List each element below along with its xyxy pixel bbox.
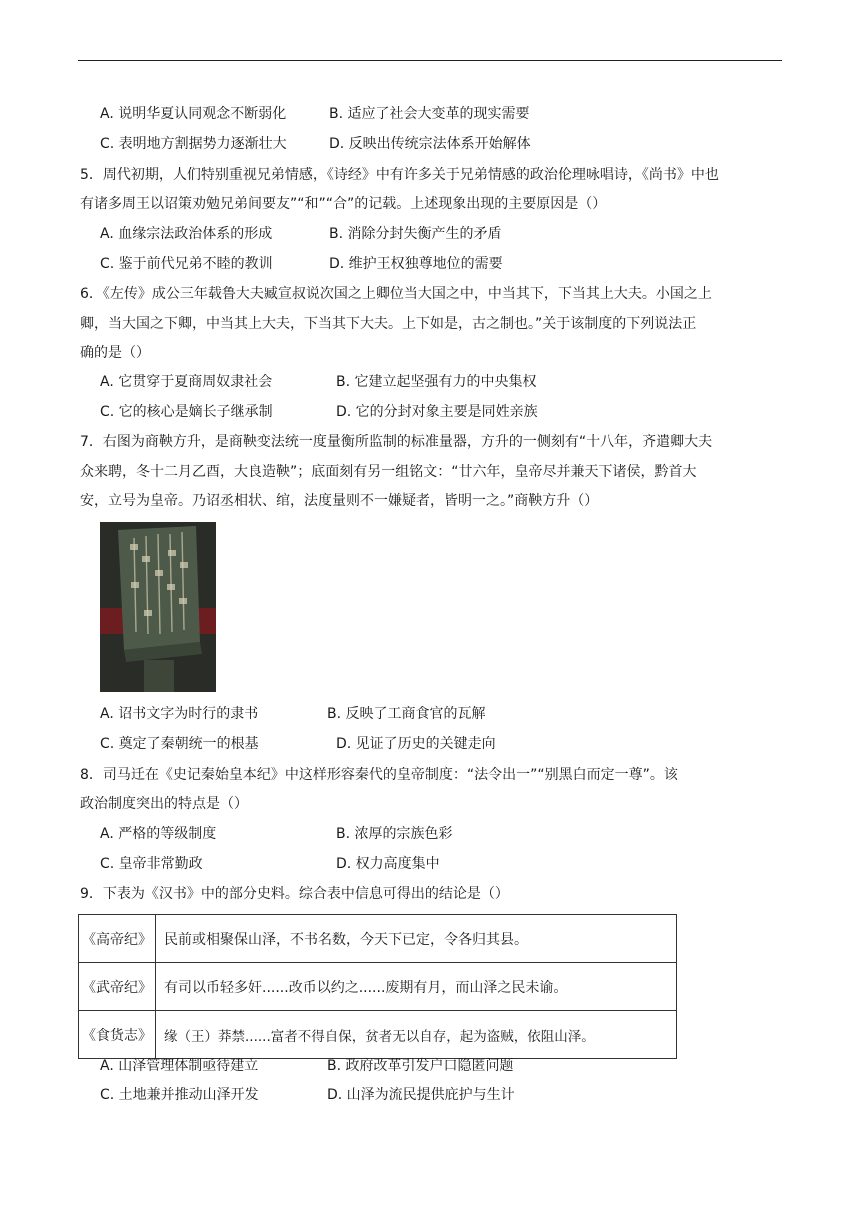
q5-option-b[interactable]: B. 消除分封失衡产生的矛盾 (329, 226, 502, 242)
bronze-measure-illustration (100, 522, 216, 692)
table-cell-source: 《高帝纪》 (79, 915, 156, 963)
q6-stem-line-2: 卿，当大国之下卿，中当其上大夫，下当其下大夫。上下如是，古之制也。”关于该制度的下列说法正 (80, 316, 697, 332)
q6-option-d[interactable]: D. 它的分封对象主要是同姓亲族 (336, 404, 538, 420)
table-row (79, 1011, 677, 1059)
q9-option-d[interactable]: D. 山泽为流民提供庇护与生计 (327, 1087, 515, 1103)
q9-option-b[interactable]: B. 政府改革引发户口隐匿问题 (327, 1058, 514, 1074)
source-table (78, 914, 677, 1059)
q7-option-a[interactable]: A. 诏书文字为时行的隶书 (100, 706, 259, 722)
q8-option-d[interactable]: D. 权力高度集中 (336, 856, 440, 872)
q7-option-d[interactable]: D. 见证了历史的关键走向 (336, 736, 496, 752)
q7-option-c[interactable]: C. 奠定了秦朝统一的根基 (100, 736, 259, 752)
bronze-measure-photo (100, 522, 216, 692)
q4-option-a[interactable]: A. 说明华夏认同观念不断弱化 (100, 106, 287, 122)
q6-stem-line-1: 6．《左传》成公三年载鲁大夫臧宣叔说次国之上卿位当大国之中，中当其下，下当其上大夫。小国之上 (80, 286, 712, 302)
q8-option-c[interactable]: C. 皇帝非常勤政 (100, 856, 203, 872)
q8-stem-line-1: 8．司马迁在《史记秦始皇本纪》中这样形容秦代的皇帝制度：“法令出一”“别黑白而定一尊”。该 (80, 767, 678, 783)
q5-option-d[interactable]: D. 维护王权独尊地位的需要 (329, 256, 503, 272)
q7-stem-line-1: 7．右图为商鞅方升，是商鞅变法统一度量衡所监制的标准量器，方升的一侧刻有“十八年，齐遣卿大夫 (80, 434, 713, 450)
table-cell-text: 有司以币轻多奸......改币以约之......废期有月，而山泽之民未谕。 (156, 963, 677, 1011)
table-cell-source: 《食货志》 (79, 1011, 156, 1059)
q8-option-a[interactable]: A. 严格的等级制度 (100, 826, 217, 842)
table-row (79, 915, 677, 963)
table-cell-source: 《武帝纪》 (79, 963, 156, 1011)
q4-option-b[interactable]: B. 适应了社会大变革的现实需要 (329, 106, 530, 122)
q5-stem-line-1: 5．周代初期，人们特别重视兄弟情感，《诗经》中有许多关于兄弟情感的政治伦理咏唱诗，《尚书》中也 (80, 167, 719, 183)
q7-stem-line-2: 众来聘，冬十二月乙酉，大良造鞅”；底面刻有另一组铭文：“廿六年，皇帝尽并兼天下诸侯，黔首大 (80, 464, 697, 480)
table-row (79, 963, 677, 1011)
header-rule (78, 60, 782, 61)
q4-option-d[interactable]: D. 反映出传统宗法体系开始解体 (329, 136, 531, 152)
q6-option-a[interactable]: A. 它贯穿于夏商周奴隶社会 (100, 374, 273, 390)
q5-option-a[interactable]: A. 血缘宗法政治体系的形成 (100, 226, 273, 242)
q9-option-c[interactable]: C. 土地兼并推动山泽开发 (100, 1087, 259, 1103)
q9-option-a[interactable]: A. 山泽管理体制亟待建立 (100, 1058, 259, 1074)
q4-option-c[interactable]: C. 表明地方割据势力逐渐壮大 (100, 136, 287, 152)
q9-stem-line-1: 9．下表为《汉书》中的部分史料。综合表中信息可得出的结论是（） (80, 886, 509, 902)
q7-stem-line-3: 安，立号为皇帝。乃诏丞相状、绾，法度量则不一嫌疑者，皆明一之。”商鞅方升（） (80, 493, 599, 509)
q8-option-b[interactable]: B. 浓厚的宗族色彩 (336, 826, 453, 842)
q6-option-b[interactable]: B. 它建立起坚强有力的中央集权 (336, 374, 537, 390)
table-cell-text: 缘（王）莽禁......富者不得自保，贫者无以自存，起为盗贼，依阻山泽。 (156, 1011, 677, 1059)
q8-stem-line-2: 政治制度突出的特点是（） (80, 796, 248, 812)
q5-option-c[interactable]: C. 鉴于前代兄弟不睦的教训 (100, 256, 273, 272)
q7-option-b[interactable]: B. 反映了工商食官的瓦解 (327, 706, 486, 722)
q5-stem-line-2: 有诸多周王以诏策劝勉兄弟间要友”“和”“合”的记载。上述现象出现的主要原因是（） (80, 196, 607, 212)
q6-option-c[interactable]: C. 它的核心是嫡长子继承制 (100, 404, 273, 420)
table-cell-text: 民前或相聚保山泽，不书名数，今天下已定，令各归其县。 (156, 915, 677, 963)
q6-stem-line-3: 确的是（） (80, 345, 150, 361)
